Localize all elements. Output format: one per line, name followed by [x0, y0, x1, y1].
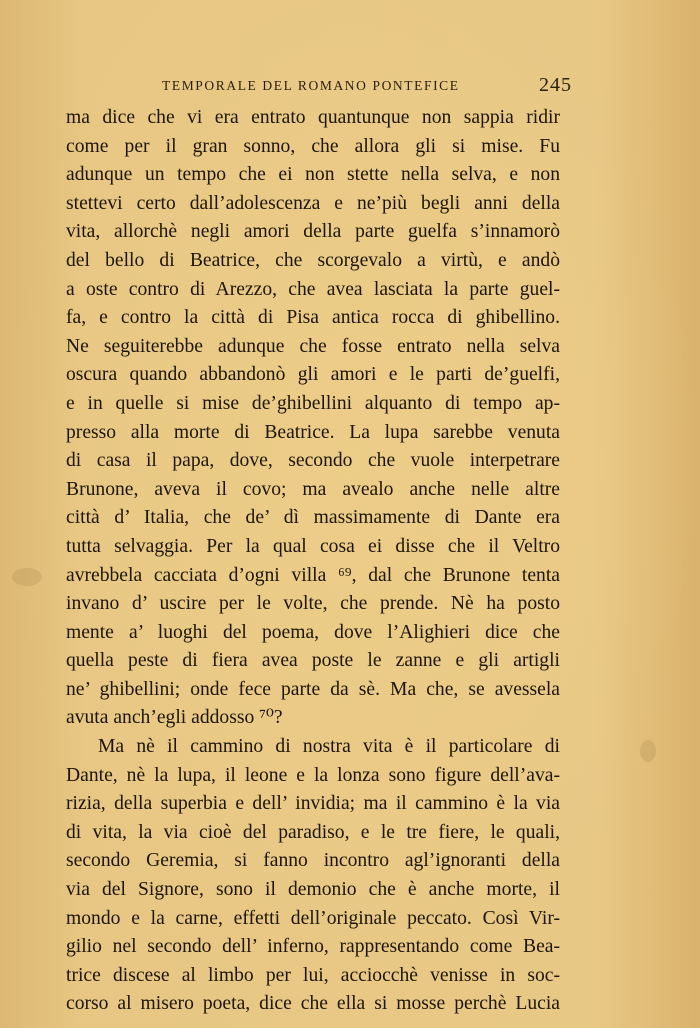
paper-stain	[12, 568, 42, 586]
text-line: a oste contro di Arezzo, che avea lasciata la parte guel-	[66, 278, 560, 300]
body-text	[66, 104, 560, 1019]
text-line: rizia, della superbia e dell’ invidia; ma il cammino è la via	[66, 793, 560, 815]
text-line-paragraph-end: avuta anch’egli addosso ⁷⁰?	[66, 707, 283, 729]
text-line: avrebbela cacciata d’ogni villa ⁶⁹, dal che Brunone tenta	[66, 564, 560, 586]
text-line: stettevi certo dall’adolescenza e ne’più begli anni della	[66, 192, 560, 214]
text-line: Ne seguiterebbe adunque che fosse entrato nella selva	[66, 335, 560, 357]
text-line: Dante, nè la lupa, il leone e la lonza sono figure dell’ava-	[66, 764, 560, 786]
text-line: gilio nel secondo dell’ inferno, rappresentando come Bea-	[66, 936, 560, 958]
text-line: di vita, la via cioè del paradiso, e le tre fiere, le quali,	[66, 821, 560, 843]
text-line: presso alla morte di Beatrice. La lupa sarebbe venuta	[66, 421, 560, 443]
running-head	[66, 74, 572, 98]
text-line: ne’ ghibellini; onde fece parte da sè. Ma che, se avessela	[66, 678, 560, 700]
text-line: vita, allorchè negli amori della parte guelfa s’innamorò	[66, 221, 560, 243]
text-line-paragraph-start: Ma nè il cammino di nostra vita è il particolare di	[98, 736, 560, 758]
text-line: via del Signore, sono il demonio che è anche morte, il	[66, 879, 560, 901]
text-line: di casa il papa, dove, secondo che vuole interpetrare	[66, 450, 560, 472]
text-line: città d’ Italia, che de’ dì massimamente di Dante era	[66, 507, 560, 529]
paper-stain	[640, 740, 656, 762]
text-line: adunque un tempo che ei non stette nella selva, e non	[66, 164, 560, 186]
running-title: TEMPORALE DEL ROMANO PONTEFICE	[162, 78, 460, 93]
text-line: invano d’ uscire per le volte, che prende. Nè ha posto	[66, 593, 560, 615]
text-line: mente a’ luoghi del poema, dove l’Alighieri dice che	[66, 621, 560, 643]
text-line: Brunone, aveva il covo; ma avealo anche nelle altre	[66, 478, 560, 500]
text-line: oscura quando abbandonò gli amori e le parti de’guelfi,	[66, 364, 560, 386]
text-line: e in quelle si mise de’ghibellini alquanto di tempo ap-	[66, 392, 560, 414]
text-line: mondo e la carne, effetti dell’originale peccato. Così Vir-	[66, 907, 560, 929]
text-line: secondo Geremia, si fanno incontro agl’ignoranti della	[66, 850, 560, 872]
text-line: come per il gran sonno, che allora gli si mise. Fu	[66, 135, 560, 157]
text-line: del bello di Beatrice, che scorgevalo a virtù, e andò	[66, 249, 560, 271]
text-line: fa, e contro la città di Pisa antica rocca di ghibellino.	[66, 307, 560, 329]
text-line: corso al misero poeta, dice che ella si mosse perchè Lucia	[66, 993, 560, 1015]
page-number: 245	[539, 74, 572, 96]
text-line: trice discese al limbo per lui, acciocchè venisse in soc-	[66, 964, 560, 986]
text-line: tutta selvaggia. Per la qual cosa ei disse che il Veltro	[66, 535, 560, 557]
text-line: ma dice che vi era entrato quantunque non sappia ridir	[66, 107, 560, 128]
text-line: quella peste di fiera avea poste le zanne e gli artigli	[66, 650, 560, 672]
